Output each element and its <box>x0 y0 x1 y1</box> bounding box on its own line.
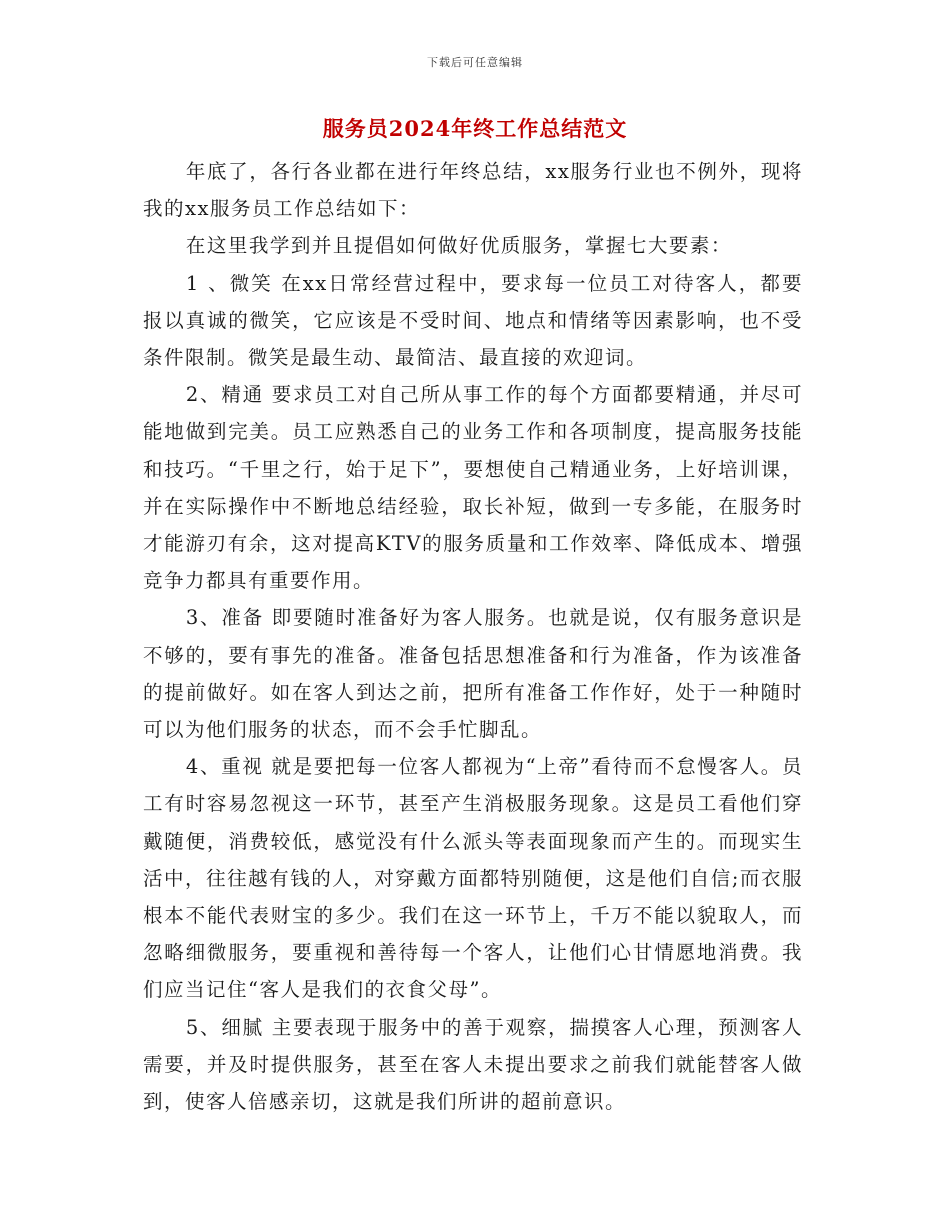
paragraph-proficiency: 2、精通 要求员工对自己所从事工作的每个方面都要精通，并尽可能地做到完美。员工应熟悉自己的业务工作和各项制度，提高服务技能和技巧。“千里之行，始于足下”，要想使自己精通业务，上好培训课，并在实际操作中不断地总结经验，取长补短，做到一专多能，在服务时才能游刃有余，这对提高KTV的服务质量和工作效率、降低成本、增强竞争力都具有重要作用。 <box>143 383 803 593</box>
paragraph-preparation: 3、准备 即要随时准备好为客人服务。也就是说，仅有服务意识是不够的，要有事先的准备。准备包括思想准备和行为准备，作为该准备的提前做好。如在客人到达之前，把所有准备工作作好，处于一种随时可以为他们服务的状态，而不会手忙脚乱。 <box>143 606 803 742</box>
paragraph-smile: 1 、微笑 在xx日常经营过程中，要求每一位员工对待客人，都要报以真诚的微笑，它应该是不受时间、地点和情绪等因素影响，也不受条件限制。微笑是最生动、最简洁、最直接的欢迎词。 <box>143 271 803 370</box>
paragraph-intro: 年底了，各行各业都在进行年终总结，xx服务行业也不例外，现将我的xx服务员工作总结如下： <box>143 160 803 221</box>
document-title: 服务员2024年终工作总结范文 <box>322 116 628 141</box>
header-note: 下载后可任意编辑 <box>427 56 523 69</box>
paragraph-attention: 4、重视 就是要把每一位客人都视为“上帝”看待而不怠慢客人。员工有时容易忽视这一环节，甚至产生消极服务现象。这是员工看他们穿戴随便，消费较低，感觉没有什么派头等表面现象而产生的。而现实生活中，往往越有钱的人，对穿戴方面都特别随便，这是他们自信;而衣服根本不能代表财宝的多少。我们在这一环节上，千万不能以貌取人，而忽略细微服务，要重视和善待每一个客人，让他们心甘情愿地消费。我们应当记住“客人是我们的衣食父母”。 <box>143 755 803 1002</box>
paragraph-attentiveness: 5、细腻 主要表现于服务中的善于观察，揣摸客人心理，预测客人需要，并及时提供服务，甚至在客人未提出要求之前我们就能替客人做到，使客人倍感亲切，这就是我们所讲的超前意识。 <box>143 1015 803 1114</box>
paragraph-elements-lead: 在这里我学到并且提倡如何做好优质服务，掌握七大要素： <box>185 234 732 258</box>
document-body <box>143 153 803 1120</box>
